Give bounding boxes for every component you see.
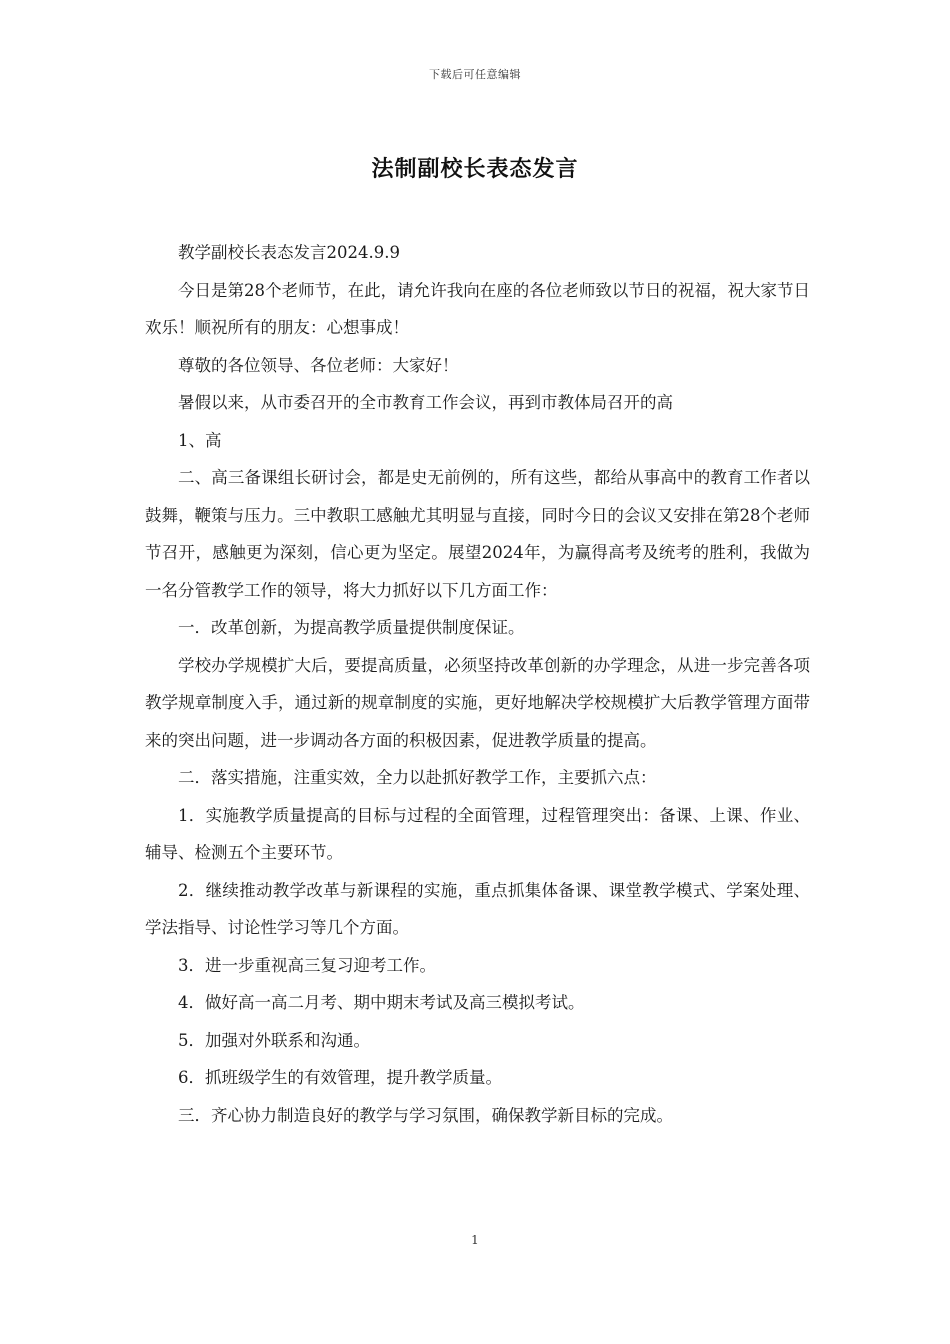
paragraph-summer-meetings: 暑假以来，从市委召开的全市教育工作会议，再到市教体局召开的高 xyxy=(178,393,673,412)
paragraph-item-2: 2．继续推动教学改革与新课程的实施，重点抓集体备课、课堂教学模式、学案处理、学法指导、讨论性学习等几个方面。 xyxy=(145,880,810,937)
page-header-note: 下载后可任意编辑 xyxy=(429,68,521,81)
paragraph-greeting-teachers-day: 今日是第28个老师节，在此，请允许我向在座的各位老师致以节日的祝福，祝大家节日欢乐！顺祝所有的朋友：心想事成！ xyxy=(145,280,810,337)
document-body xyxy=(145,234,810,1134)
paragraph-section-1-heading: 一．改革创新，为提高教学质量提供制度保证。 xyxy=(178,618,525,637)
paragraph-section-1-body: 学校办学规模扩大后，要提高质量，必须坚持改革创新的办学理念，从进一步完善各项教学规章制度入手，通过新的规章制度的实施，更好地解决学校规模扩大后教学管理方面带来的突出问题，进一步调动各方面的积极因素，促进教学质量的提高。 xyxy=(145,655,810,750)
paragraph-list-1: 1、高 xyxy=(178,430,222,450)
paragraph-section-2-heading: 二．落实措施，注重实效，全力以赴抓好教学工作，主要抓六点： xyxy=(178,768,657,787)
paragraph-salutation: 尊敬的各位领导、各位老师：大家好！ xyxy=(178,355,459,375)
document-title: 法制副校长表态发言 xyxy=(371,156,579,182)
paragraph-item-1: 1．实施教学质量提高的目标与过程的全面管理，过程管理突出：备课、上课、作业、辅导、检测五个主要环节。 xyxy=(145,805,810,862)
paragraph-item-3: 3．进一步重视高三复习迎考工作。 xyxy=(178,955,436,975)
paragraph-outlook: 二、高三备课组长研讨会，都是史无前例的，所有这些，都给从事高中的教育工作者以鼓舞，鞭策与压力。三中教职工感触尤其明显与直接，同时今日的会议又安排在第28个老师节召开，感触更为深刻，信心更为坚定。展望2024年，为赢得高考及统考的胜利，我做为一名分管教学工作的领导，将大力抓好以下几方面工作： xyxy=(145,468,810,600)
paragraph-date-line: 教学副校长表态发言2024.9.9 xyxy=(178,243,400,262)
paragraph-item-6: 6．抓班级学生的有效管理，提升教学质量。 xyxy=(178,1068,502,1087)
page-number: 1 xyxy=(471,1233,479,1247)
paragraph-item-4: 4．做好高一高二月考、期中期末考试及高三模拟考试。 xyxy=(178,993,585,1012)
paragraph-section-3-heading: 三．齐心协力制造良好的教学与学习氛围，确保教学新目标的完成。 xyxy=(178,1105,673,1125)
paragraph-item-5: 5．加强对外联系和沟通。 xyxy=(178,1030,370,1050)
